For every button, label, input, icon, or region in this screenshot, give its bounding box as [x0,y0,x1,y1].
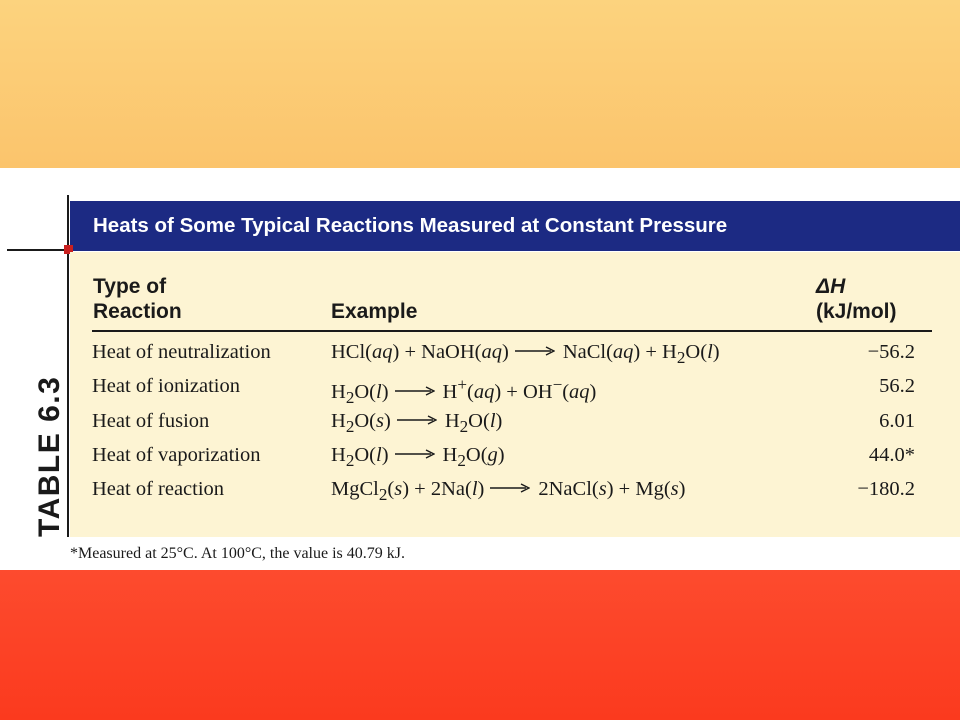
reaction-example: $H_2O(s)$ $H_2O(l)$ [331,409,503,436]
table-row [0,341,960,375]
bottom-color-band [0,570,960,720]
reaction-type: Heat of vaporization [92,443,261,466]
table-title: Heats of Some Typical Reactions Measured at Constant Pressure [93,214,728,237]
delta-h-value: −180.2 [857,478,915,501]
column-header-type [93,274,182,324]
table-row [0,410,960,444]
delta-h-value: 6.01 [879,409,915,432]
reaction-example: MgCl$_2$(s) + 2Na(l) 2NaCl(s) + Mg(s) [331,478,686,505]
top-color-band [0,0,960,168]
table-row [0,478,960,512]
delta-h-value: −56.2 [867,341,915,363]
header-delta-h-units: (kJ/mol) [816,300,897,323]
column-header-delta-h [816,274,934,324]
column-header-example: Example [331,300,418,323]
table-number-text: TABLE 6.3 [33,375,66,537]
delta-h-value: 56.2 [879,375,915,398]
header-delta-h-symbol: ΔH [816,275,846,298]
reaction-example: HCl(aq) + NaOH(aq) NaCl(aq) + $H_2O(l)$ [331,341,720,368]
slide-content [0,168,960,570]
table-title-bar [70,201,960,251]
reaction-example: $H_2O(l)$ $H_2O(g)$ [331,443,505,470]
table-footnote: *Measured at 25°C. At 100°C, the value is 40.79 kJ. [70,545,405,562]
table-row [0,375,960,409]
header-type-line2: Reaction [93,300,182,323]
table-row [0,444,960,478]
reaction-type: Heat of neutralization [92,341,271,363]
reaction-type: Heat of ionization [92,375,241,398]
reaction-type: Heat of reaction [92,478,225,501]
reaction-type: Heat of fusion [92,409,210,432]
reaction-example: $H_2O(l) H^+(aq) + OH^-(aq)$ [331,375,597,408]
header-type-line1: Type of [93,275,167,298]
header-rule [92,330,932,332]
delta-h-value: 44.0* [868,443,915,466]
side-divider [7,249,66,251]
